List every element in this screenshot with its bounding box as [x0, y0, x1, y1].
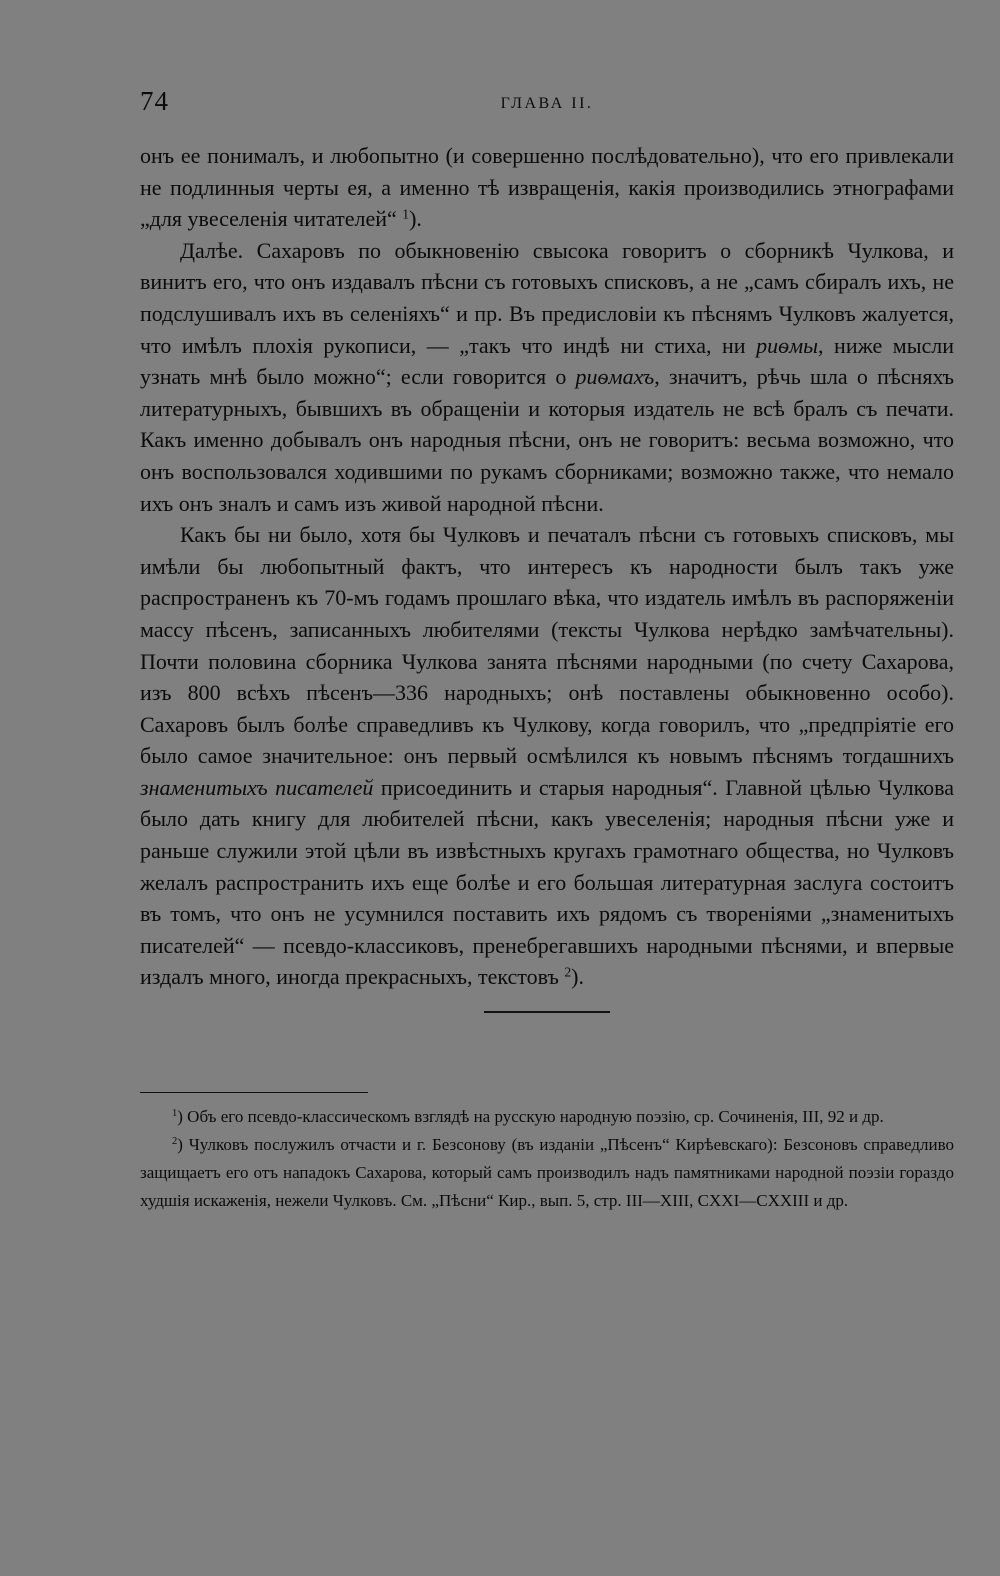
book-page [140, 86, 954, 1215]
paragraph [140, 235, 954, 519]
italic-phrase: риѳмы [756, 332, 819, 358]
page-number: 74 [140, 86, 169, 116]
text-run: , значитъ, рѣчь шла о пѣсняхъ литературныхъ, бывшихъ въ обращеніи и которыя издатель не всѣ бралъ съ печати. Какъ именно добывалъ онъ народныя пѣсни, онъ не говоритъ: весьма возможно, что онъ воспользовался ходившими по рукамъ сборниками; возможно также, что немало ихъ онъ зналъ и самъ изъ живой народной пѣсни. [140, 364, 954, 516]
page-header [140, 86, 954, 126]
footnote-marker: 1 [402, 206, 410, 222]
italic-phrase: знаменитыхъ писателей [140, 774, 374, 800]
footnotes [140, 1103, 954, 1215]
paragraph [140, 140, 954, 235]
footnote-marker: 2 [564, 964, 572, 980]
running-head: ГЛАВА II. [500, 95, 594, 112]
text-run: онъ ее понималъ, и любопытно (и совершенно послѣдовательно), что его привлекали не подлинныя черты ея, а именно тѣ извращенія, какія производились этнографами „для увеселенія читателей“ [140, 143, 954, 232]
text-run: Далѣе. Сахаровъ по обыкновенію свысока говоритъ о сборникѣ Чулкова, и винитъ его, что онъ издавалъ пѣсни съ готовыхъ списковъ, а не „самъ сбиралъ ихъ, не подслушивалъ ихъ въ селеніяхъ“ и пр. Въ предисловіи къ пѣснямъ Чулковъ жалуется, что имѣлъ плохія рукописи, — „такъ что индѣ ни стиха, ни [140, 237, 954, 358]
text-run: ). [409, 206, 422, 232]
footnote-marker: 2 [172, 1136, 178, 1148]
section-end-rule [484, 1011, 610, 1013]
text-run: , ниже мысли узнать мнѣ было можно“; если говорится о [140, 332, 954, 390]
footnote-marker: 1 [172, 1108, 178, 1120]
text-run: ) Чулковъ послужилъ отчасти и г. Безсонову (въ изданіи „Пѣсенъ“ Кирѣевскаго): Безсоновъ справедливо защищаетъ его отъ нападокъ Сахарова, который самъ производилъ надъ памятниками народной поэзіи гораздо худшія искаженія, нежели Чулковъ. См. „Пѣсни“ Кир., вып. 5, стр. III—XIII, CXXI—CXXIII и др. [140, 1135, 954, 1211]
paragraph [140, 519, 954, 993]
footnote-separator [140, 1092, 368, 1094]
text-run: ) Объ его псевдо-классическомъ взглядѣ на русскую народную поэзію, ср. Сочиненія, III, 92 и др. [177, 1107, 884, 1127]
text-run: присоединить и старыя народныя“. Главной цѣлью Чулкова было дать книгу для любителей пѣсни, какъ увеселенія; народныя пѣсни уже и раньше служили этой цѣли въ извѣстныхъ кругахъ грамотнаго общества, но Чулковъ желалъ распространить ихъ еще болѣе и его большая литературная заслуга состоитъ въ томъ, что онъ не усумнился поставить ихъ рядомъ съ твореніями „знаменитыхъ писателей“ — псевдо-классиковъ, пренебрегавшихъ народными пѣснями, и впервые издалъ много, иногда прекрасныхъ, текстовъ [140, 774, 955, 990]
text-run: ). [571, 964, 584, 990]
body-text [140, 140, 954, 993]
text-run: Какъ бы ни было, хотя бы Чулковъ и печаталъ пѣсни съ готовыхъ списковъ, мы имѣли бы любопытный фактъ, что интересъ къ народности былъ такъ уже распространенъ къ 70-мъ годамъ прошлаго вѣка, что издатель имѣлъ въ распоряженіи массу пѣсенъ, записанныхъ любителями (тексты Чулкова нерѣдко замѣчательны). Почти половина сборника Чулкова занята пѣснями народными (по счету Сахарова, изъ 800 всѣхъ пѣсенъ—336 народныхъ; онѣ поставлены обыкновенно особо). Сахаровъ былъ болѣе справедливъ къ Чулкову, когда говорилъ, что „предпріятіе его было самое значительное: онъ первый осмѣлился къ новымъ пѣснямъ тогдашнихъ [140, 522, 954, 769]
footnote [140, 1131, 954, 1215]
italic-phrase: риѳмахъ [575, 364, 655, 390]
footnote [140, 1103, 954, 1131]
